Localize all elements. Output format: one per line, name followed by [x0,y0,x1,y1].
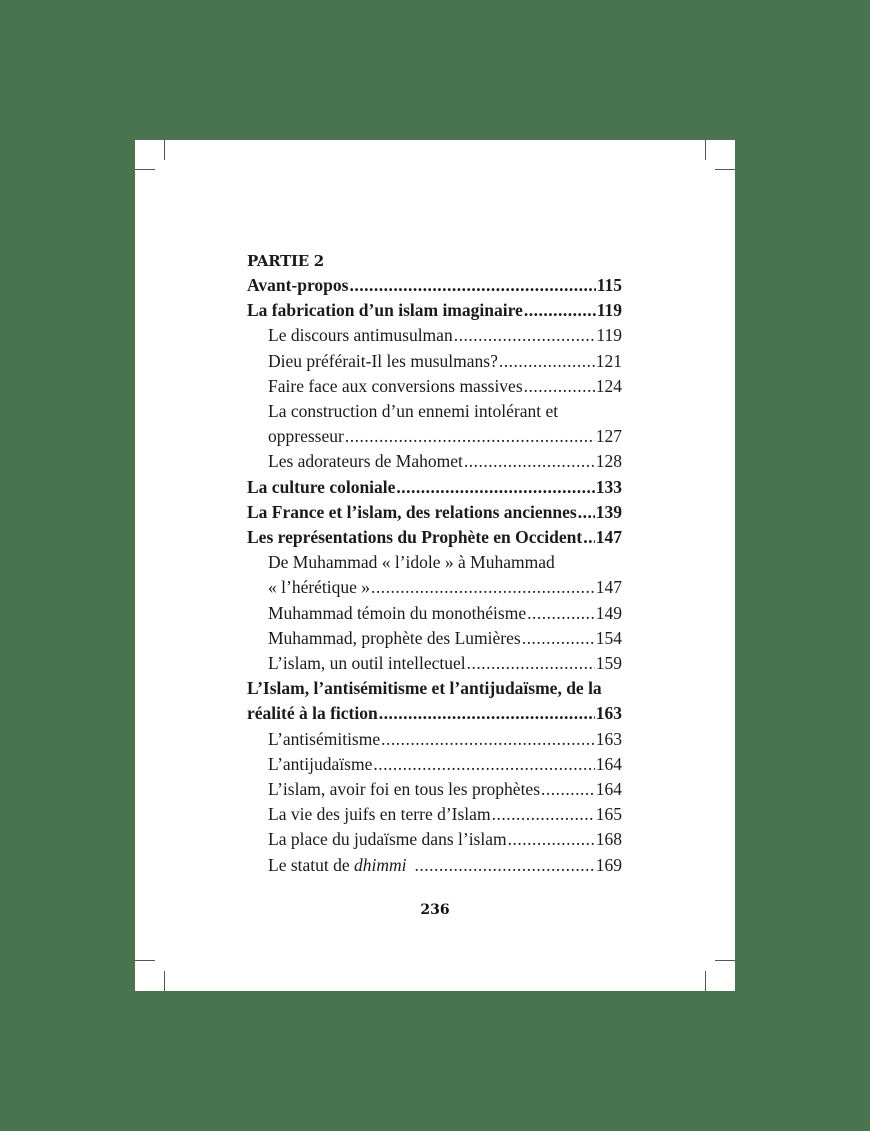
toc-entry-page: 139 [595,501,622,522]
dot-leader [578,500,595,525]
toc-entry-title: La place du judaïsme dans l’islam [268,829,507,850]
toc-entry[interactable] [247,500,622,525]
toc-entry-title: La culture coloniale [247,476,396,497]
toc-entry-title-line2: réalité à la fiction [247,703,378,724]
dot-leader [464,449,595,474]
toc-entry-page: 164 [595,753,622,774]
toc-entry-page: 154 [595,627,622,648]
crop-mark-bottom-right-horizontal [715,960,735,961]
dot-leader [371,575,595,600]
toc-entry-page: 168 [595,829,622,850]
toc-entry-page: 169 [595,854,622,875]
toc-entry-title: Le discours antimusulman [268,325,453,346]
toc-subentry[interactable] [247,626,622,651]
toc-entry-title: L’antijudaïsme [268,753,373,774]
crop-mark-bottom-left-horizontal [135,960,155,961]
toc-entry-title: L’islam, un outil intellectuel [268,653,466,674]
toc-entry-page: 133 [595,476,622,497]
toc-entry-title: Avant-propos [247,275,349,295]
toc-entry-title-prefix: Le statut de [268,854,355,875]
dot-leader [499,349,595,374]
toc-entry[interactable] [247,525,622,550]
dot-leader [527,601,595,626]
toc-subentry[interactable] [247,853,622,878]
toc-entry-title: Dieu préférait-Il les musulmans? [268,350,498,371]
toc-subentry[interactable] [247,601,622,626]
book-page [135,140,735,991]
crop-mark-top-right-vertical [705,140,706,160]
toc-entry-title [268,853,407,878]
toc-entry-page: 147 [595,577,622,598]
toc-subentry[interactable] [247,802,622,827]
toc-entry-page: 127 [595,426,622,447]
toc-entry-page: 149 [595,602,622,623]
part-title: PARTIE 2 [247,252,324,270]
toc-entry[interactable] [247,676,622,726]
toc-subentry[interactable] [247,651,622,676]
dot-leader [583,525,595,550]
toc-entry-title: La vie des juifs en terre d’Islam [268,804,491,825]
toc-entry-title-line2: oppresseur [268,426,344,447]
toc-entry-page: 121 [595,350,622,371]
toc-subentry[interactable] [247,323,622,348]
toc-entry-page: 115 [596,275,622,295]
crop-mark-top-left-horizontal [135,169,155,170]
toc-entry[interactable] [247,475,622,500]
crop-mark-bottom-right-vertical [705,971,706,991]
crop-mark-bottom-left-vertical [164,971,165,991]
toc-entry-page: 128 [595,451,622,472]
toc-entry-page: 163 [595,703,622,724]
toc-entry-page: 147 [595,527,622,548]
toc-entry-page: 119 [596,325,622,346]
toc-entry[interactable] [247,273,622,298]
dot-leader [541,777,595,802]
toc-entry-page: 124 [595,375,622,396]
dot-leader [492,802,595,827]
dot-leader [522,626,595,651]
toc-subentry[interactable] [247,374,622,399]
toc-entry-title-line1: De Muhammad « l’idole » à Muhammad [268,552,555,573]
dot-leader [373,752,594,777]
toc-subentry[interactable] [247,752,622,777]
toc-entry-title-italic: dhimmi [354,854,407,875]
toc-entry-title: Les adorateurs de Mahomet [268,451,463,472]
toc-entry-title-line2: « l’hérétique » [268,577,371,598]
toc-entry-title-line1: L’Islam, l’antisémitisme et l’antijudaïsme, de la [247,678,602,699]
toc-entry-page: 159 [595,653,622,674]
dot-leader [467,651,595,676]
toc-subentry[interactable] [247,349,622,374]
toc-entry-title: Muhammad, prophète des Lumières [268,627,521,648]
toc-entry[interactable] [247,298,622,323]
page-number: 236 [420,902,450,918]
toc-entry-page: 165 [595,804,622,825]
toc-entry-title: La France et l’islam, des relations anciennes [247,501,577,522]
dot-leader [454,323,596,348]
toc-entry-title: Faire face aux conversions massives [268,375,523,396]
dot-leader [349,273,595,298]
toc-subentry[interactable] [247,449,622,474]
toc-entry-title-line1: La construction d’un ennemi intolérant et [268,401,559,422]
toc-entry-title: L’islam, avoir foi en tous les prophètes [268,779,541,800]
toc-subentry[interactable] [247,827,622,852]
toc-subentry[interactable] [247,399,622,449]
toc-entry-title: Muhammad témoin du monothéisme [268,602,527,623]
toc-subentry[interactable] [247,550,622,600]
toc-subentry[interactable] [247,777,622,802]
toc-entry-page: 119 [596,300,622,321]
toc-entry-page: 164 [595,779,622,800]
dot-leader [524,374,595,399]
toc-entry-title: Les représentations du Prophète en Occident [247,527,583,548]
toc-entry-page: 163 [595,728,622,749]
dot-leader [524,298,596,323]
dot-leader [415,853,595,878]
toc-entry-title: L’antisémitisme [268,728,381,749]
dot-leader [379,701,595,726]
table-of-contents [247,250,622,878]
toc-entry-title: La fabrication d’un islam imaginaire [247,300,523,321]
dot-leader [508,827,595,852]
dot-leader [396,475,594,500]
toc-subentry[interactable] [247,727,622,752]
dot-leader [381,727,595,752]
crop-mark-top-right-horizontal [715,169,735,170]
crop-mark-top-left-vertical [164,140,165,160]
dot-leader [345,424,595,449]
